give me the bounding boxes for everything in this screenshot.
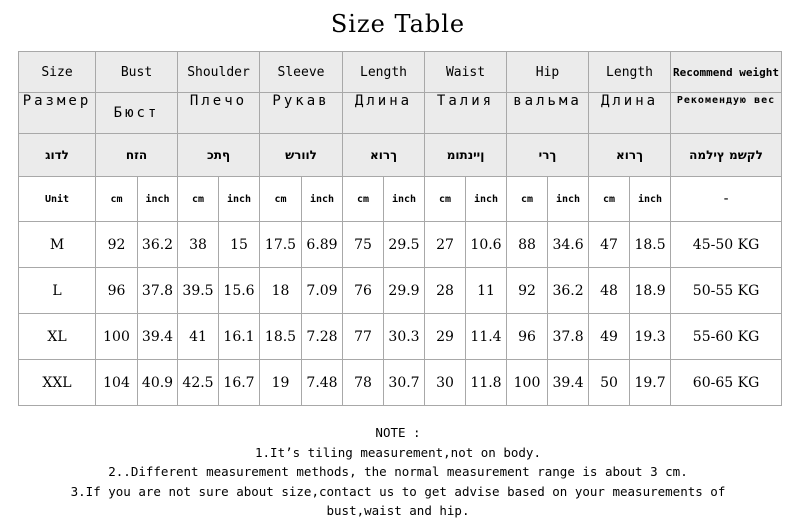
unit-cell: cm bbox=[178, 177, 219, 222]
table-cell: 37.8 bbox=[138, 268, 178, 314]
table-cell: 30.3 bbox=[384, 314, 425, 360]
unit-cell: inch bbox=[384, 177, 425, 222]
table-cell: 42.5 bbox=[178, 360, 219, 406]
table-cell: 100 bbox=[96, 314, 138, 360]
table-cell: 34.6 bbox=[548, 222, 589, 268]
table-cell: 29.5 bbox=[384, 222, 425, 268]
table-cell: 77 bbox=[343, 314, 384, 360]
unit-cell: cm bbox=[425, 177, 466, 222]
header-ru-recommend-weight: Рекомендую вес bbox=[676, 95, 776, 106]
header-he-length-2: ךרוא bbox=[589, 134, 671, 177]
header-hip: Hip bbox=[507, 52, 589, 93]
unit-label: Unit bbox=[19, 177, 96, 222]
unit-cell: cm bbox=[260, 177, 302, 222]
table-cell: 48 bbox=[589, 268, 630, 314]
table-cell: 17.5 bbox=[260, 222, 302, 268]
table-cell: 29.9 bbox=[384, 268, 425, 314]
header-he-hip: ךרי bbox=[507, 134, 589, 177]
table-cell: 19.3 bbox=[630, 314, 671, 360]
header-waist: Waist bbox=[425, 52, 507, 93]
header-row-hebrew bbox=[19, 134, 782, 177]
table-cell: 19.7 bbox=[630, 360, 671, 406]
table-cell: 100 bbox=[507, 360, 548, 406]
header-bust: Bust bbox=[96, 52, 178, 93]
table-cell: 55-60 KG bbox=[671, 314, 782, 360]
unit-row bbox=[19, 177, 782, 222]
table-row bbox=[19, 314, 782, 360]
header-he-sleeve: לוורש bbox=[260, 134, 343, 177]
table-cell: 18.5 bbox=[630, 222, 671, 268]
table-cell: 41 bbox=[178, 314, 219, 360]
unit-cell: inch bbox=[630, 177, 671, 222]
table-cell: 96 bbox=[96, 268, 138, 314]
table-cell: 88 bbox=[507, 222, 548, 268]
header-he-recommend-weight: לקשמ ץילמה bbox=[671, 134, 782, 177]
table-cell: 45-50 KG bbox=[671, 222, 782, 268]
header-he-size: לדוג bbox=[19, 134, 96, 177]
table-cell: 11.4 bbox=[466, 314, 507, 360]
table-cell: 30 bbox=[425, 360, 466, 406]
header-ru-bust: Бюст bbox=[113, 105, 160, 121]
table-cell: 39.5 bbox=[178, 268, 219, 314]
table-cell: 38 bbox=[178, 222, 219, 268]
table-cell: 15 bbox=[219, 222, 260, 268]
table-cell: 96 bbox=[507, 314, 548, 360]
unit-cell: - bbox=[671, 177, 782, 222]
header-ru-size: Размер bbox=[22, 94, 92, 109]
size-cell: L bbox=[19, 268, 96, 314]
unit-cell: inch bbox=[219, 177, 260, 222]
size-cell: XL bbox=[19, 314, 96, 360]
unit-cell: inch bbox=[138, 177, 178, 222]
table-cell: 27 bbox=[425, 222, 466, 268]
table-cell: 18 bbox=[260, 268, 302, 314]
header-ru-waist: Талия bbox=[436, 94, 495, 109]
table-cell: 78 bbox=[343, 360, 384, 406]
table-cell: 11.8 bbox=[466, 360, 507, 406]
table-cell: 37.8 bbox=[548, 314, 589, 360]
note-line-3: 3.If you are not sure about size,contact us to get advise based on your measurements of bbox=[70, 483, 726, 499]
table-cell: 28 bbox=[425, 268, 466, 314]
size-cell: M bbox=[19, 222, 96, 268]
header-ru-length: Длина bbox=[354, 94, 413, 109]
header-size: Size bbox=[19, 52, 96, 93]
table-cell: 19 bbox=[260, 360, 302, 406]
header-he-shoulder: ףתכ bbox=[178, 134, 260, 177]
size-table bbox=[18, 51, 782, 406]
header-he-bust: הזח bbox=[96, 134, 178, 177]
table-cell: 29 bbox=[425, 314, 466, 360]
table-row bbox=[19, 268, 782, 314]
header-shoulder: Shoulder bbox=[178, 52, 260, 93]
header-ru-sleeve: Рукав bbox=[272, 94, 330, 109]
header-row-russian bbox=[19, 93, 782, 134]
table-cell: 92 bbox=[96, 222, 138, 268]
table-cell: 40.9 bbox=[138, 360, 178, 406]
table-cell: 16.1 bbox=[219, 314, 260, 360]
table-cell: 7.28 bbox=[302, 314, 343, 360]
table-cell: 49 bbox=[589, 314, 630, 360]
unit-cell: cm bbox=[507, 177, 548, 222]
table-cell: 50-55 KG bbox=[671, 268, 782, 314]
header-length-2: Length bbox=[589, 52, 671, 93]
header-he-length: ךרוא bbox=[343, 134, 425, 177]
header-ru-hip: вальма bbox=[513, 94, 582, 109]
unit-cell: cm bbox=[589, 177, 630, 222]
size-cell: XXL bbox=[19, 360, 96, 406]
unit-cell: cm bbox=[96, 177, 138, 222]
header-length: Length bbox=[343, 52, 425, 93]
header-he-waist: ןיינתומ bbox=[425, 134, 507, 177]
table-row bbox=[19, 222, 782, 268]
header-sleeve: Sleeve bbox=[260, 52, 343, 93]
table-cell: 11 bbox=[466, 268, 507, 314]
table-cell: 92 bbox=[507, 268, 548, 314]
table-cell: 7.48 bbox=[302, 360, 343, 406]
table-cell: 60-65 KG bbox=[671, 360, 782, 406]
note-line-2: 2..Different measurement methods, the normal measurement range is about 3 cm. bbox=[108, 464, 688, 479]
table-cell: 16.7 bbox=[219, 360, 260, 406]
table-cell: 6.89 bbox=[302, 222, 343, 268]
unit-cell: inch bbox=[302, 177, 343, 222]
note-line-1: 1.It’s tiling measurement,not on body. bbox=[255, 444, 541, 460]
table-cell: 18.9 bbox=[630, 268, 671, 314]
table-cell: 76 bbox=[343, 268, 384, 314]
table-cell: 30.7 bbox=[384, 360, 425, 406]
header-row-english bbox=[19, 52, 782, 93]
header-ru-length-2: Длина bbox=[600, 94, 659, 109]
table-cell: 39.4 bbox=[138, 314, 178, 360]
table-cell: 36.2 bbox=[548, 268, 589, 314]
notes-heading: NOTE : bbox=[375, 425, 421, 440]
table-cell: 10.6 bbox=[466, 222, 507, 268]
table-row bbox=[19, 360, 782, 406]
table-cell: 75 bbox=[343, 222, 384, 268]
table-cell: 15.6 bbox=[219, 268, 260, 314]
page-title: Size Table bbox=[330, 10, 466, 38]
table-cell: 47 bbox=[589, 222, 630, 268]
header-ru-shoulder: Плечо bbox=[189, 94, 248, 109]
header-recommend-weight: Recommend weight bbox=[671, 52, 782, 93]
unit-cell: inch bbox=[466, 177, 507, 222]
unit-cell: inch bbox=[548, 177, 589, 222]
table-cell: 18.5 bbox=[260, 314, 302, 360]
table-cell: 39.4 bbox=[548, 360, 589, 406]
note-line-3-cont: bust,waist and hip. bbox=[326, 503, 470, 518]
table-cell: 7.09 bbox=[302, 268, 343, 314]
table-body bbox=[19, 222, 782, 406]
table-cell: 50 bbox=[589, 360, 630, 406]
notes-section bbox=[0, 423, 796, 521]
unit-cell: cm bbox=[343, 177, 384, 222]
table-cell: 104 bbox=[96, 360, 138, 406]
table-cell: 36.2 bbox=[138, 222, 178, 268]
